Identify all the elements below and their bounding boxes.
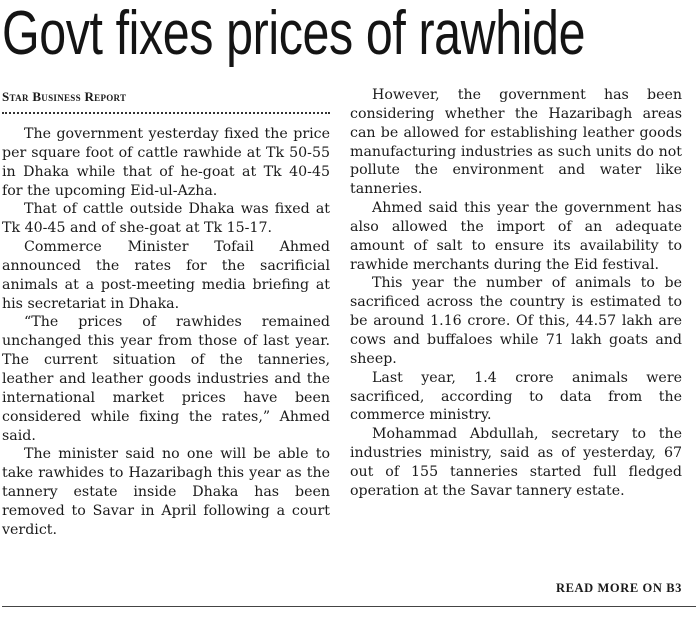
byline-divider [2, 112, 330, 114]
paragraph: However, the government has been considering whether the Hazaribagh areas can be allowed for establishing leather goods manufacturing industries as such units do not pollute the environment and water like tanneries. [350, 87, 682, 198]
paragraph: Ahmed said this year the government has also allowed the import of an adequate amount of salt to ensure its availability to rawhide merchants during the Eid festival. [350, 200, 682, 273]
paragraph: Commerce Minister Tofail Ahmed announced the rates for the sacrificial animals at a post-meeting media briefing at his secretariat in Dhaka. [2, 239, 330, 312]
paragraph: That of cattle outside Dhaka was fixed at Tk 40-45 and of she-goat at Tk 15-17. [2, 201, 330, 237]
article-column-right [350, 86, 682, 501]
paragraph: “The prices of rawhides remained unchanged this year from those of last year. The current situation of the tanneries, leather and leather goods industries and the international market prices have been considered while fixing the rates,” Ahmed said. [2, 314, 330, 444]
paragraph: This year the number of animals to be sacrificed across the country is estimated to be around 1.16 crore. Of this, 44.57 lakh are cows and buffaloes while 71 lakh goats and sheep. [350, 275, 682, 367]
paragraph: Mohammad Abdullah, secretary to the industries ministry, said as of yesterday, 67 out of 155 tanneries started full fledged operation at the Savar tannery estate. [350, 426, 682, 499]
paragraph: Last year, 1.4 crore animals were sacrificed, according to data from the commerce ministry. [350, 369, 682, 424]
read-more-link[interactable]: READ MORE ON B3 [555, 581, 682, 595]
headline: Govt fixes prices of rawhide [2, 0, 586, 68]
paragraph: The minister said no one will be able to take rawhides to Hazaribagh this year as the tannery estate inside Dhaka has been removed to Savar in April following a court verdict. [2, 446, 330, 538]
paragraph: The government yesterday fixed the price per square foot of cattle rawhide at Tk 50-55 in Dhaka while that of he-goat at Tk 40-45 for the upcoming Eid-ul-Azha. [2, 126, 330, 199]
byline: Star Business Report [2, 89, 127, 104]
article-column-left [2, 125, 330, 540]
bottom-rule [2, 606, 696, 607]
